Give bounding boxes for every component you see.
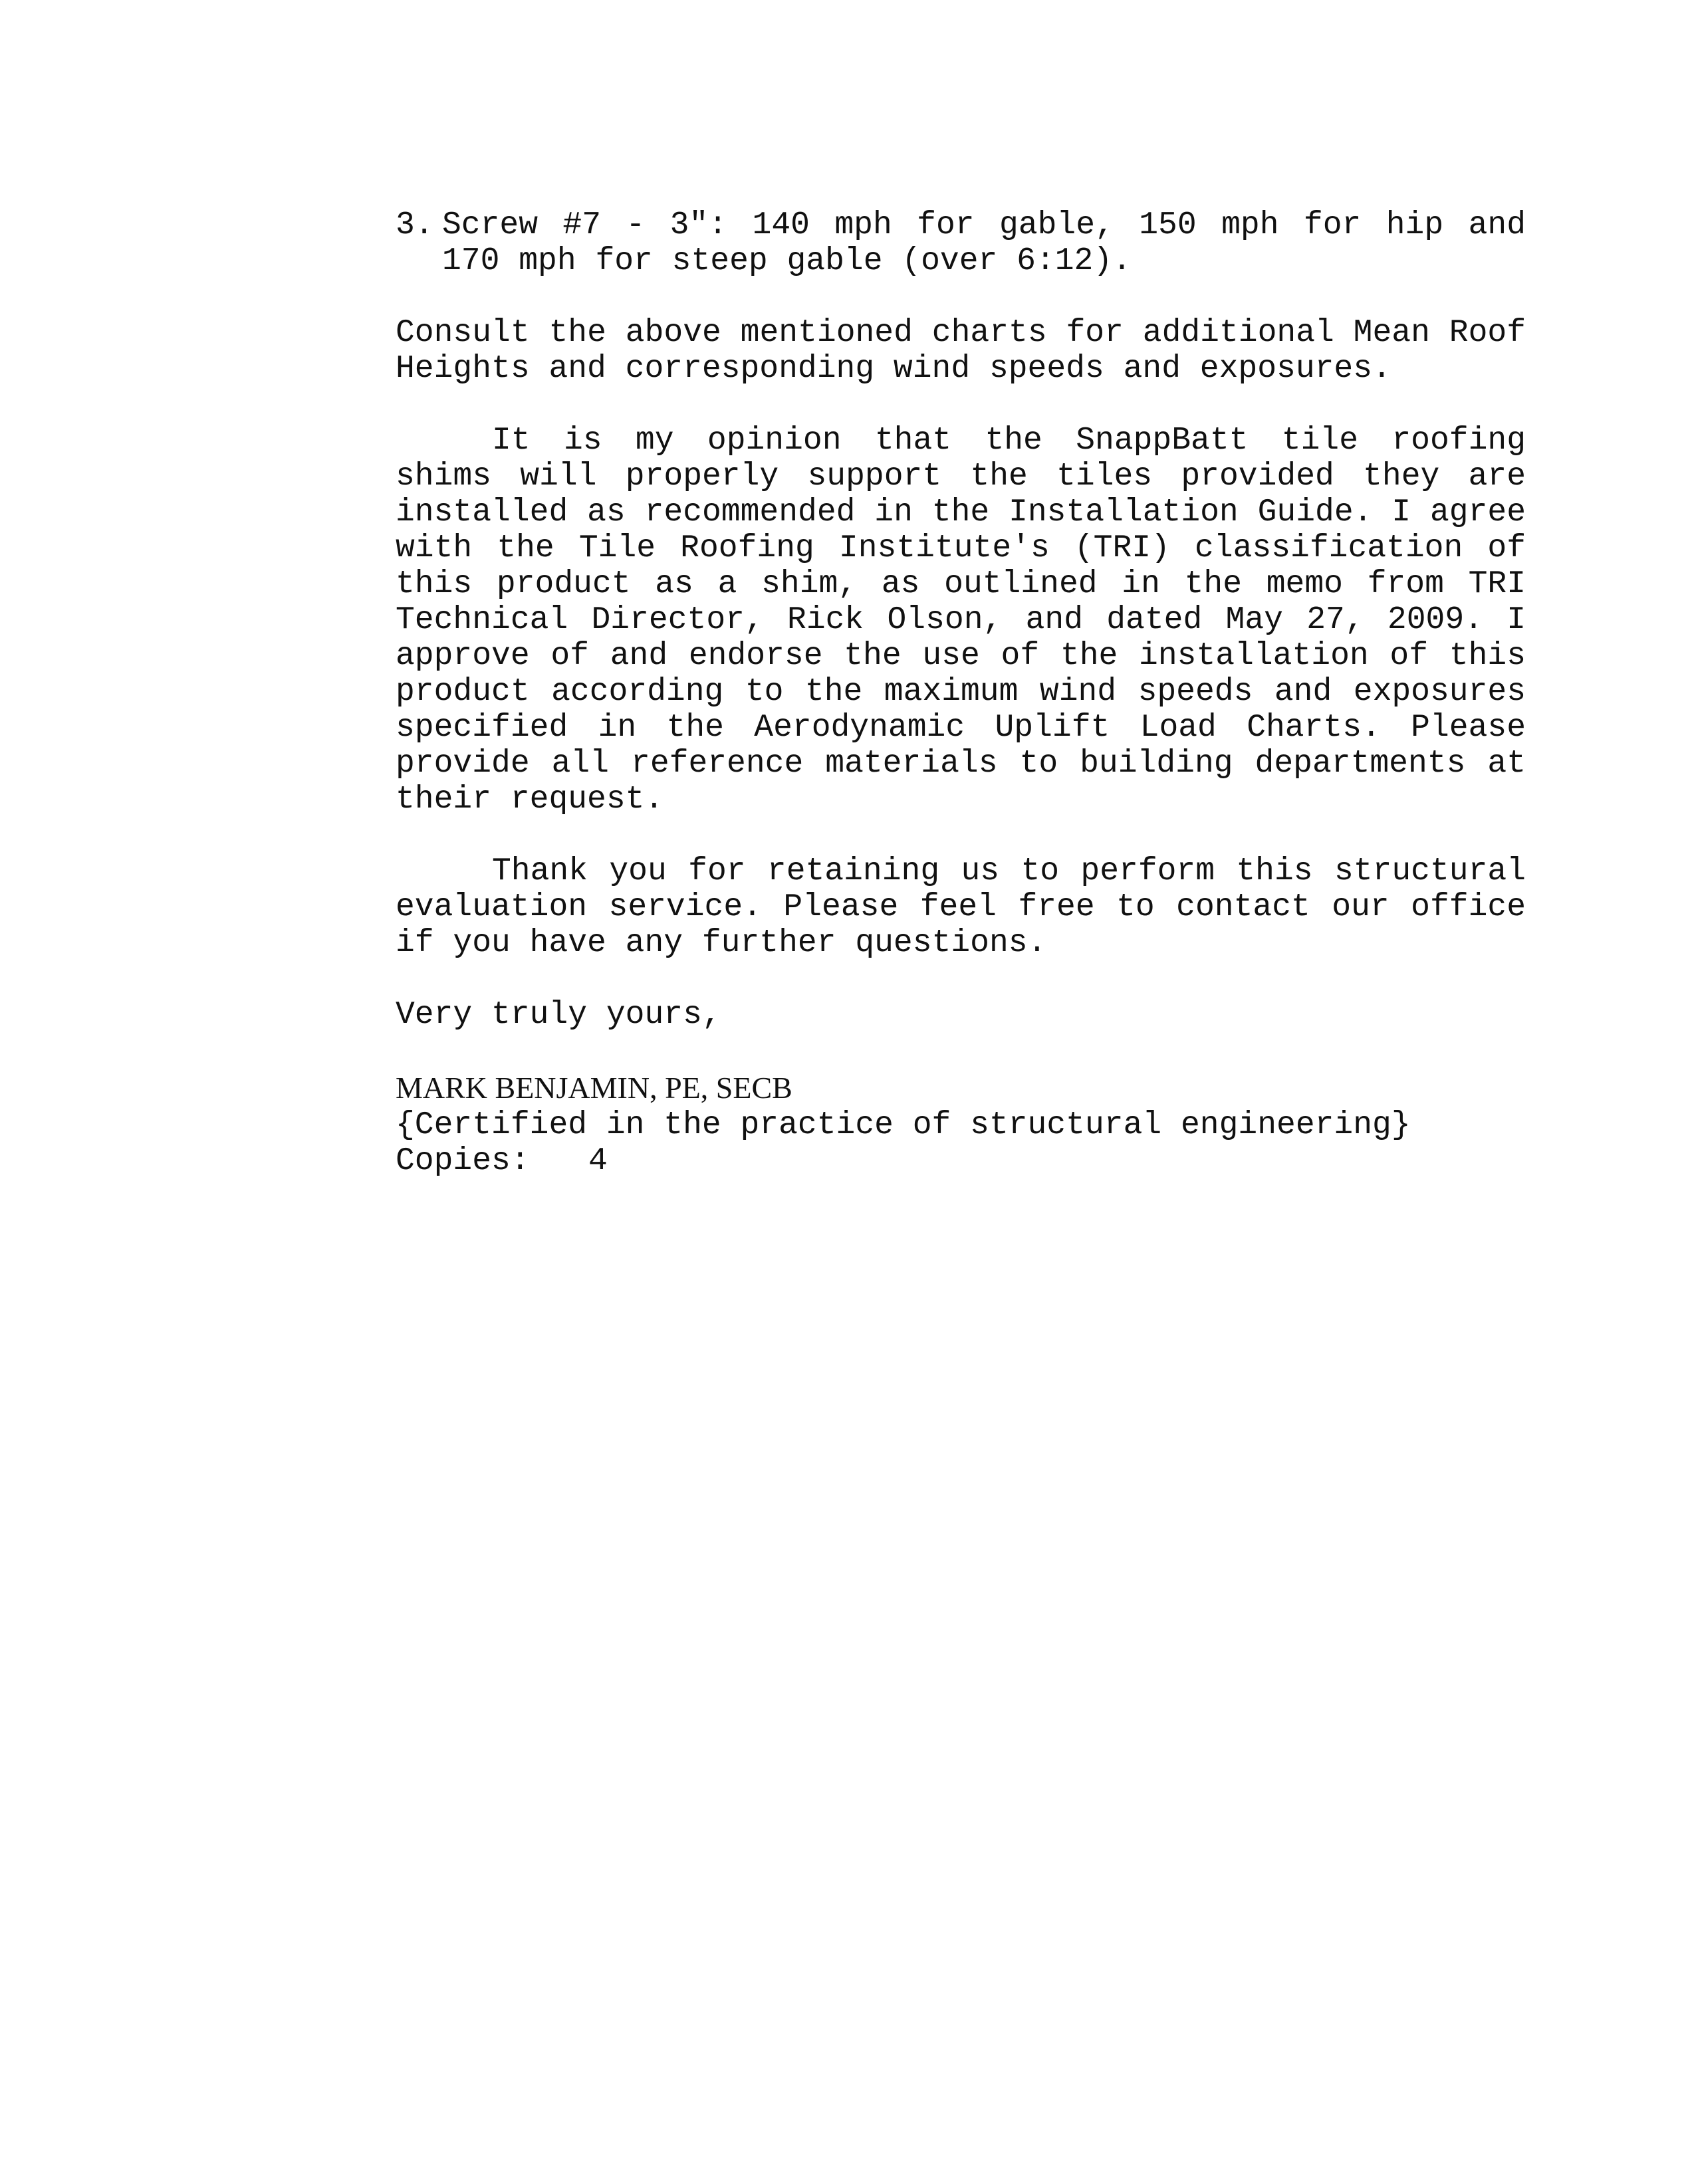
spacer [396,387,1526,423]
copies-value: 4 [588,1143,608,1179]
certification-line: {Certified in the practice of structural engineering} [396,1107,1411,1143]
spacer [396,961,1526,997]
thanks-paragraph: Thank you for retaining us to perform this structural evaluation service. Please feel free to contact our office if you have any further questions. [396,853,1526,961]
spacer [396,1033,1526,1069]
list-item-number: 3. [396,207,434,243]
closing-salutation: Very truly yours, [396,997,721,1033]
copies-line [396,1143,1526,1179]
list-item-3 [396,207,1526,279]
copies-label: Copies: [396,1143,530,1179]
letter-body [396,207,1526,1179]
opinion-paragraph: It is my opinion that the SnappBatt tile roofing shims will properly support the tiles provided they are installed as recommended in the Installation Guide. I agree with the Tile Roofing Institute's (TRI) classification of this product as a shim, as outlined in the memo from TRI Technical Director, Rick Olson, and dated May 27, 2009. I approve of and endorse the use of the installation of this product according to the maximum wind speeds and exposures specified in the Aerodynamic Uplift Load Charts. Please provide all reference materials to building departments at their request. [396,423,1526,818]
list-item-text: Screw #7 - 3": 140 mph for gable, 150 mph for hip and 170 mph for steep gable (over 6:12). [442,207,1526,279]
consult-paragraph: Consult the above mentioned charts for additional Mean Roof Heights and corresponding wind speeds and exposures. [396,315,1526,387]
spacer [396,818,1526,853]
spacer [396,279,1526,315]
signer-name: MARK BENJAMIN, PE, SECB [396,1071,792,1105]
